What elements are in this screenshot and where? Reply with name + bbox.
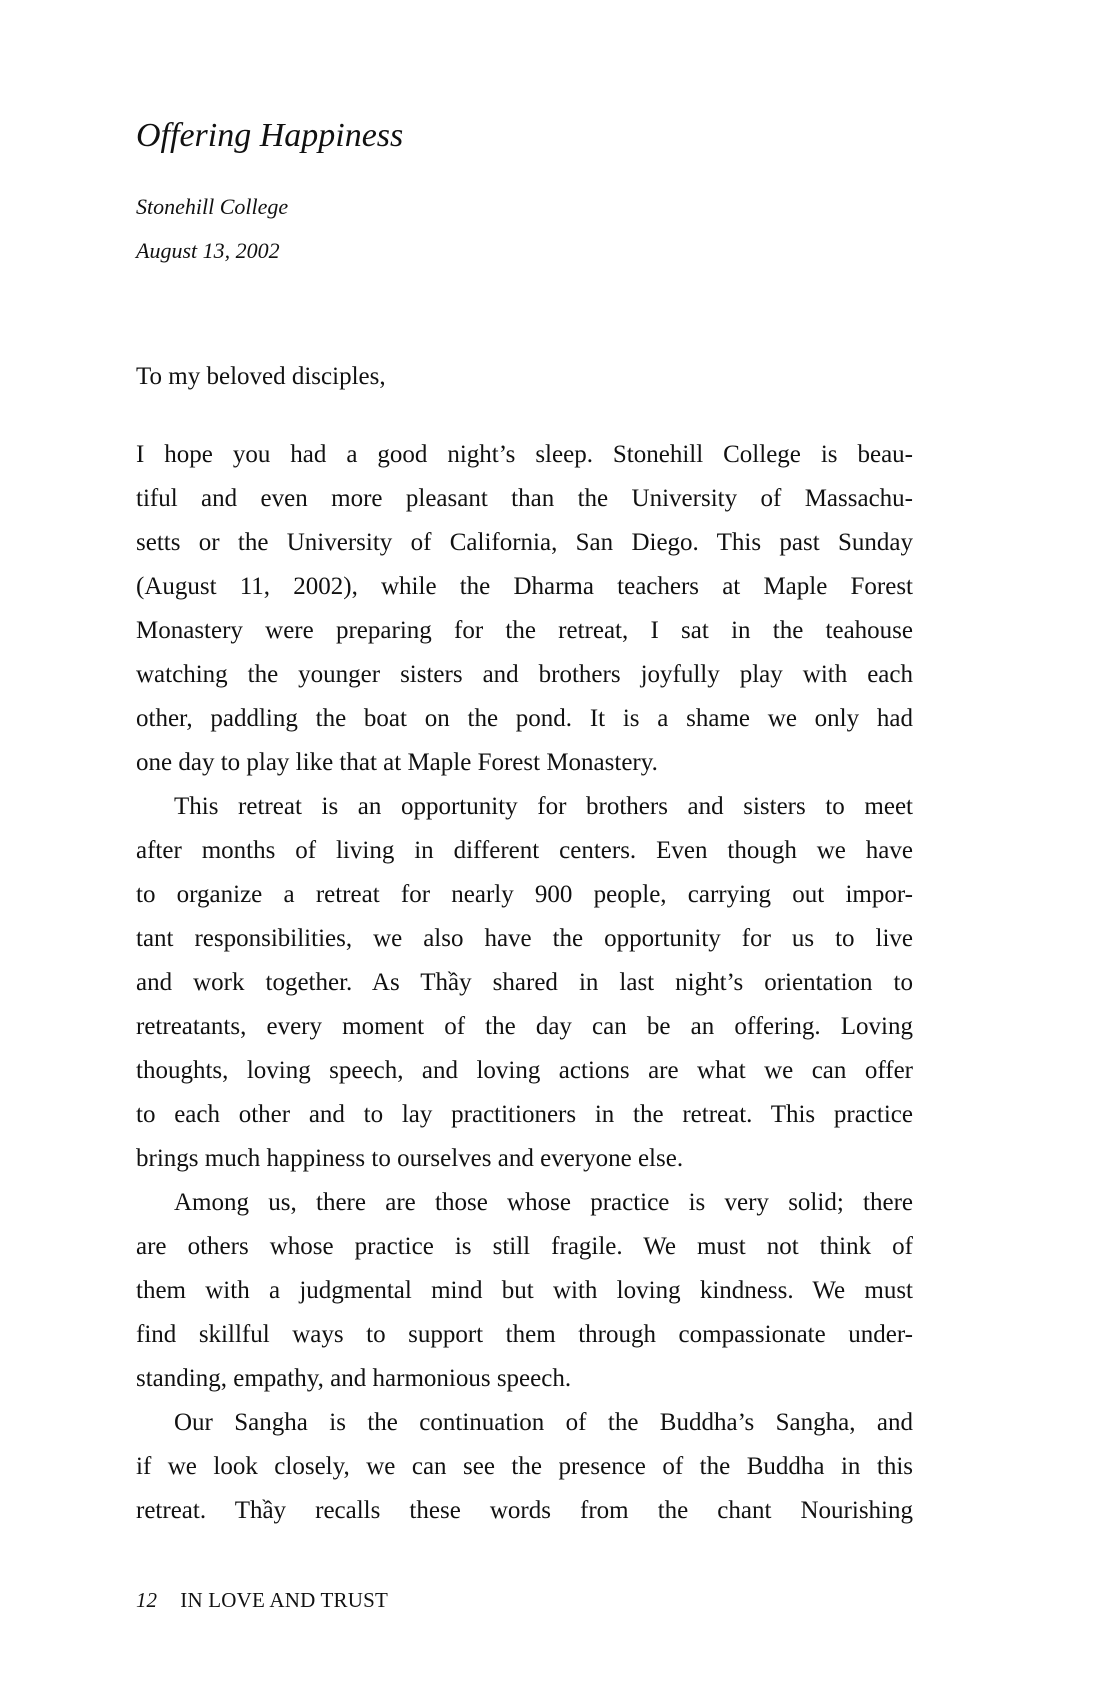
text-line: to organize a retreat for nearly 900 people, carrying out impor- (136, 881, 913, 908)
text-line: watching the younger sisters and brothers joyfully play with each (136, 661, 913, 688)
text-line: standing, empathy, and harmonious speech. (136, 1365, 572, 1392)
text-line: tiful and even more pleasant than the University of Massachu- (136, 485, 913, 512)
salutation: To my beloved disciples, (136, 363, 386, 390)
paragraph (136, 433, 913, 785)
text-line: This retreat is an opportunity for brothers and sisters to meet (174, 793, 913, 820)
text-line: retreat. Thầy recalls these words from the chant Nourishing (136, 1497, 913, 1524)
paragraph (136, 1181, 913, 1401)
letter-place: Stonehill College (136, 194, 289, 219)
text-line: Among us, there are those whose practice is very solid; there (174, 1189, 913, 1216)
paragraph (136, 1401, 913, 1533)
paragraph (136, 785, 913, 1181)
paragraphs (136, 433, 913, 1533)
text-line: and work together. As Thầy shared in last night’s orientation to (136, 969, 913, 996)
chapter-title: Offering Happiness (136, 117, 404, 154)
running-title: IN LOVE AND TRUST (180, 1588, 389, 1612)
text-line: Our Sangha is the continuation of the Buddha’s Sangha, and (174, 1409, 913, 1436)
text-line: other, paddling the boat on the pond. It is a shame we only had (136, 705, 913, 732)
text-line: are others whose practice is still fragile. We must not think of (136, 1233, 913, 1260)
page-footer (136, 1590, 388, 1611)
text-line: setts or the University of California, San Diego. This past Sunday (136, 529, 913, 556)
text-line: if we look closely, we can see the presence of the Buddha in this (136, 1453, 913, 1480)
text-line: find skillful ways to support them through compassionate under- (136, 1321, 913, 1348)
text-line: tant responsibilities, we also have the opportunity for us to live (136, 925, 913, 952)
text-line: retreatants, every moment of the day can be an offering. Loving (136, 1013, 913, 1040)
text-line: brings much happiness to ourselves and everyone else. (136, 1145, 684, 1172)
text-line: to each other and to lay practitioners in the retreat. This practice (136, 1101, 913, 1128)
text-line: (August 11, 2002), while the Dharma teachers at Maple Forest (136, 573, 913, 600)
text-line: after months of living in different centers. Even though we have (136, 837, 913, 864)
letter-date: August 13, 2002 (136, 238, 280, 263)
letter-body (136, 355, 913, 1533)
text-line: them with a judgmental mind but with loving kindness. We must (136, 1277, 913, 1304)
text-line: I hope you had a good night’s sleep. Stonehill College is beau- (136, 441, 913, 468)
text-line: thoughts, loving speech, and loving actions are what we can offer (136, 1057, 913, 1084)
page-number: 12 (136, 1588, 157, 1612)
text-line: Monastery were preparing for the retreat, I sat in the teahouse (136, 617, 913, 644)
text-line: one day to play like that at Maple Forest Monastery. (136, 749, 658, 776)
